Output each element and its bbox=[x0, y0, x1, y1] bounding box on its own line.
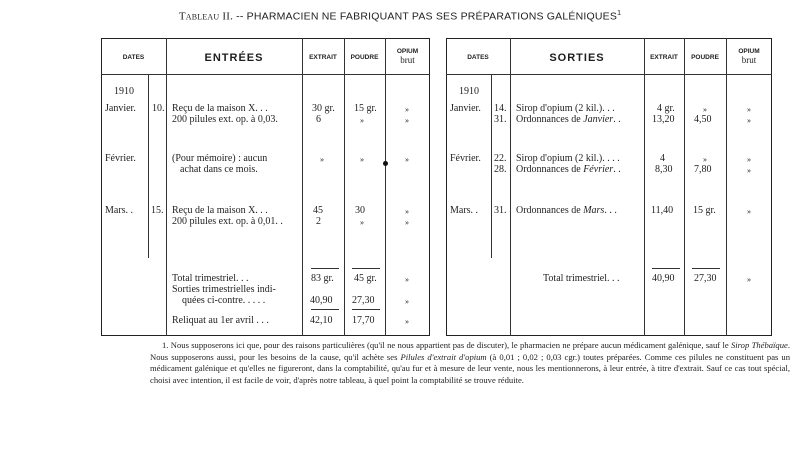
sorties-month: Février. bbox=[450, 153, 481, 164]
entrees-opium-value: » bbox=[405, 155, 409, 164]
sorties-total-extrait: 40,90 bbox=[652, 273, 675, 284]
sorties-day: 22. bbox=[494, 153, 507, 164]
entrees-opium-value: » bbox=[405, 116, 409, 125]
entrees-sorties-label: Sorties trimestrielles indi- bbox=[172, 284, 276, 295]
sorties-opium-header: OPIUM brut bbox=[738, 48, 760, 65]
entrees-month: Mars. . bbox=[105, 205, 134, 216]
entrees-sorties-extrait: 40,90 bbox=[310, 295, 333, 306]
entrees-day: 10. bbox=[152, 103, 165, 114]
entrees-extrait-value: 45 bbox=[313, 205, 323, 216]
sorties-day: 28. bbox=[494, 164, 507, 175]
sorties-poudre-header: POUDRE bbox=[691, 54, 719, 61]
entrees-reliquat-label: Reliquat au 1er avril . . . bbox=[172, 315, 269, 326]
total-rule bbox=[311, 268, 339, 269]
sorties-total-opium: » bbox=[747, 275, 751, 284]
sorties-month: Mars. . bbox=[450, 205, 479, 216]
entrees-month: Janvier. bbox=[105, 103, 136, 114]
sorties-poudre-value: » bbox=[703, 155, 707, 164]
entrees-month: Février. bbox=[105, 153, 136, 164]
total-rule bbox=[352, 309, 380, 310]
entrees-description: Reçu de la maison X. . . bbox=[172, 103, 268, 114]
sorties-description: Sirop d'opium (2 kil.). . . . bbox=[516, 153, 620, 164]
sorties-extrait-header: EXTRAIT bbox=[650, 54, 678, 61]
entrees-opium-header: OPIUM brut bbox=[396, 48, 419, 65]
total-rule bbox=[352, 268, 380, 269]
sorties-description: Ordonnances de Mars. . . bbox=[516, 205, 617, 216]
entrees-extrait-value: 2 bbox=[316, 216, 321, 227]
total-rule bbox=[652, 268, 680, 269]
sorties-month: Janvier. bbox=[450, 103, 481, 114]
sorties-poudre-value: 4,50 bbox=[694, 114, 712, 125]
sorties-description: Ordonnances de Février. . bbox=[516, 164, 621, 175]
sorties-extrait-value: 8,30 bbox=[655, 164, 673, 175]
total-rule bbox=[311, 309, 339, 310]
sorties-frame bbox=[446, 38, 772, 336]
entrees-extrait-header: EXTRAIT bbox=[309, 54, 337, 61]
entrees-day: 15. bbox=[151, 205, 164, 216]
table-label: Tableau II. bbox=[178, 10, 234, 23]
ink-dot bbox=[383, 161, 388, 166]
entrees-total-extrait: 83 gr. bbox=[311, 273, 334, 284]
sorties-opium-value: » bbox=[747, 207, 751, 216]
entrees-poudre-value: 30 bbox=[355, 205, 365, 216]
sorties-header: SORTIES bbox=[549, 52, 605, 64]
sorties-poudre-value: 15 gr. bbox=[693, 205, 716, 216]
entrees-extrait-value: 6 bbox=[316, 114, 321, 125]
entrees-sorties-poudre: 27,30 bbox=[352, 295, 375, 306]
entrees-year: 1910 bbox=[114, 86, 134, 97]
entrees-reliquat-opium: » bbox=[405, 317, 409, 326]
entrees-extrait-value: » bbox=[320, 155, 324, 164]
entrees-poudre-value: » bbox=[360, 218, 364, 227]
sorties-opium-value: » bbox=[747, 155, 751, 164]
sorties-poudre-value: 7,80 bbox=[694, 164, 712, 175]
entrees-extrait-value: 30 gr. bbox=[312, 103, 335, 114]
sorties-year: 1910 bbox=[459, 86, 479, 97]
sorties-total-label: Total trimestriel. . . bbox=[543, 273, 620, 284]
entrees-description: (Pour mémoire) : aucun bbox=[172, 153, 268, 164]
entrees-opium-value: » bbox=[405, 218, 409, 227]
sorties-day: 31. bbox=[494, 205, 507, 216]
entrees-description: 200 pilules ext. op. à 0,03. bbox=[172, 114, 278, 125]
entrees-description: 200 pilules ext. op. à 0,01. . bbox=[172, 216, 283, 227]
entrees-poudre-value: » bbox=[360, 116, 364, 125]
entrees-sorties-label: quées ci-contre. . . . . bbox=[182, 295, 266, 306]
entrees-description: Reçu de la maison X. . . bbox=[172, 205, 268, 216]
entrees-opium-value: » bbox=[405, 207, 409, 216]
sorties-description: Ordonnances de Janvier. . bbox=[516, 114, 621, 125]
sorties-opium-value: » bbox=[747, 116, 751, 125]
sorties-extrait-value: 4 bbox=[660, 153, 665, 164]
sorties-extrait-value: 4 gr. bbox=[657, 103, 675, 114]
sorties-extrait-value: 11,40 bbox=[651, 205, 674, 216]
entrees-reliquat-extrait: 42,10 bbox=[310, 315, 333, 326]
entrees-poudre-value: » bbox=[360, 155, 364, 164]
total-rule bbox=[692, 268, 720, 269]
note-ref: 1 bbox=[617, 10, 622, 17]
entrees-opium-value: » bbox=[405, 105, 409, 114]
entrees-poudre-header: POUDRE bbox=[350, 54, 379, 61]
sorties-poudre-value: » bbox=[703, 105, 707, 114]
entrees-poudre-value: 15 gr. bbox=[354, 103, 377, 114]
sorties-opium-value: » bbox=[747, 105, 751, 114]
entrees-dates-header: DATES bbox=[122, 54, 145, 61]
entrees-sorties-opium: » bbox=[405, 297, 409, 306]
entrees-header: ENTRÉES bbox=[204, 52, 264, 64]
entrees-total-opium: » bbox=[405, 275, 409, 284]
sorties-description: Sirop d'opium (2 kil.). . . bbox=[516, 103, 615, 114]
entrees-total-label: Total trimestriel. . . bbox=[172, 273, 249, 284]
table-title bbox=[0, 10, 800, 23]
sorties-day: 14. bbox=[494, 103, 507, 114]
footnote: 1. Nous supposerons ici que, pour des raisons particulières (qu'il ne nous appartient pas de discuter), le pharmacien ne prépare aucun médicament galénique, sauf le Sirop Thébaïque. Nous supposerons aussi, pour les besoins de la cause, qu'il achète ses Pilules d'extrait d'opium (à 0,01 ; 0,02 ; 0,03 cgr.) toutes préparées. Comme ces pilules ne constituent pas un médicament galénique et qu'elles ne figureront, dans la comptabilité, qu'au fur et à mesure de leur vente, nous les mentionnerons, à leur entrée, à titre d'extrait. Sauf ce cas tout spécial, choisi avec intention, il est facile de voir, d'après notre tableau, à quel point la comptabilité se trouve réduite. bbox=[150, 340, 791, 385]
sorties-extrait-value: 13,20 bbox=[652, 114, 675, 125]
entrees-description: achat dans ce mois. bbox=[180, 164, 258, 175]
sorties-total-poudre: 27,30 bbox=[694, 273, 717, 284]
entrees-reliquat-poudre: 17,70 bbox=[352, 315, 375, 326]
entrees-total-poudre: 45 gr. bbox=[354, 273, 377, 284]
sorties-opium-value: » bbox=[747, 166, 751, 175]
sorties-dates-header: DATES bbox=[467, 54, 489, 61]
table-title-text: -- PHARMACIEN NE FABRIQUANT PAS SES PRÉPARATIONS GALÉNIQUES bbox=[233, 10, 618, 23]
sorties-day: 31. bbox=[494, 114, 507, 125]
